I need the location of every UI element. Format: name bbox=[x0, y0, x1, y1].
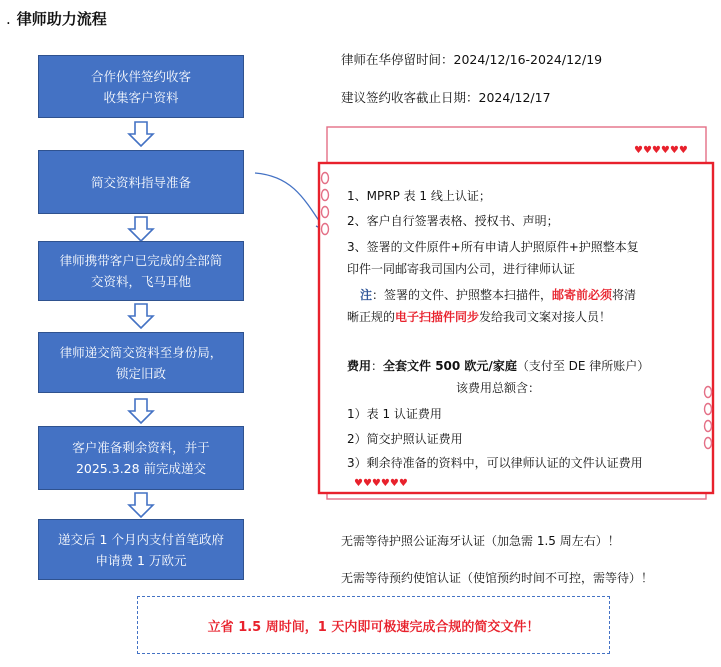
note-label: 注 bbox=[360, 288, 373, 302]
fee-total: 该费用总额含： bbox=[456, 381, 541, 395]
flow-step-4-line-1: 律师递交简交资料至身份局， bbox=[59, 344, 223, 360]
title-text: 律师助力流程 bbox=[16, 10, 107, 28]
flow-step-3-line-2: 交资料，飞马耳他 bbox=[90, 274, 191, 289]
flow-step-1-line-1: 合作伙伴签约收客 bbox=[90, 68, 191, 84]
note-text-d: 发给我司文案对接人员！ bbox=[479, 310, 612, 324]
flow-step-5 bbox=[38, 426, 244, 490]
note-red-1: 邮寄前必须 bbox=[552, 288, 613, 302]
flow-step-4 bbox=[38, 332, 244, 393]
banner-text: 立省 1.5 周时间，1 天内即可极速完成合规的简交文件！ bbox=[207, 619, 540, 635]
down-arrow-icon bbox=[127, 398, 155, 424]
down-arrow-icon bbox=[127, 216, 155, 242]
flow-step-5-line-2: 2025.3.28 前完成递交 bbox=[75, 461, 207, 476]
flow-step-2-line-1: 简交资料指导准备 bbox=[90, 174, 191, 190]
panel-step-1: 1、MPRP 表 1 线上认证； bbox=[347, 189, 491, 203]
hearts-top-decoration: ♥♥♥♥♥♥ bbox=[634, 145, 688, 156]
fee-item-3: 3）剩余待准备的资料中，可以律师认证的文件认证费用 bbox=[347, 456, 643, 470]
flow-step-6-line-1: 递交后 1 个月内支付首笔政府 bbox=[58, 531, 224, 547]
down-arrow-icon bbox=[127, 492, 155, 518]
note-text-c: 晰正规的 bbox=[347, 310, 396, 324]
flow-step-5-line-1: 客户准备剩余资料，并于 bbox=[72, 440, 210, 455]
note-text-b: 将清 bbox=[612, 288, 637, 302]
fee-colon: ： bbox=[371, 359, 384, 373]
note-hague: 无需等待护照公证海牙认证（加急需 1.5 周左右）！ bbox=[341, 534, 620, 548]
panel-note-line-1 bbox=[360, 285, 636, 306]
note-red-2: 电子扫描件同步 bbox=[395, 310, 480, 324]
down-arrow-icon bbox=[127, 121, 155, 147]
fee-item-1: 1）表 1 认证费用 bbox=[347, 407, 442, 421]
flow-step-6 bbox=[38, 519, 244, 580]
panel-step-3-line-1: 3、签署的文件原件+所有申请人护照原件+护照整本复 bbox=[347, 240, 639, 254]
flow-step-4-line-2: 锁定旧政 bbox=[115, 365, 166, 381]
flow-step-3-line-1: 律师携带客户已完成的全部简 bbox=[59, 253, 223, 268]
note-text-a: ：签署的文件、护照整本扫描件， bbox=[372, 288, 553, 302]
down-arrow-icon bbox=[127, 303, 155, 329]
panel-step-3-line-2: 印件一同邮寄我司国内公司，进行律师认证 bbox=[347, 262, 576, 276]
page-title bbox=[6, 8, 107, 29]
signing-deadline: 建议签约收客截止日期：2024/12/17 bbox=[341, 90, 551, 105]
panel-note-line-2 bbox=[347, 307, 611, 328]
fee-note: （支付至 DE 律所账户） bbox=[516, 359, 650, 373]
flow-step-2 bbox=[38, 150, 244, 214]
panel-step-2: 2、客户自行签署表格、授权书、声明； bbox=[347, 214, 559, 228]
flow-step-1-line-2: 收集客户资料 bbox=[103, 89, 179, 105]
flow-step-3 bbox=[38, 241, 244, 301]
flow-step-1 bbox=[38, 55, 244, 118]
hearts-bottom-decoration: ♥♥♥♥♥♥ bbox=[354, 478, 408, 489]
fee-item-2: 2）简交护照认证费用 bbox=[347, 432, 463, 446]
title-prefix: . bbox=[6, 10, 11, 28]
flow-step-6-line-2: 申请费 1 万欧元 bbox=[95, 552, 187, 568]
lawyer-stay-time: 律师在华停留时间：2024/12/16-2024/12/19 bbox=[341, 52, 603, 67]
fee-amount: 全套文件 500 欧元/家庭 bbox=[383, 359, 517, 373]
note-embassy: 无需等待预约使馆认证（使馆预约时间不可控，需等待）！ bbox=[341, 571, 654, 585]
fee-line bbox=[347, 356, 649, 377]
highlight-banner bbox=[137, 596, 610, 654]
fee-label: 费用 bbox=[347, 359, 372, 373]
